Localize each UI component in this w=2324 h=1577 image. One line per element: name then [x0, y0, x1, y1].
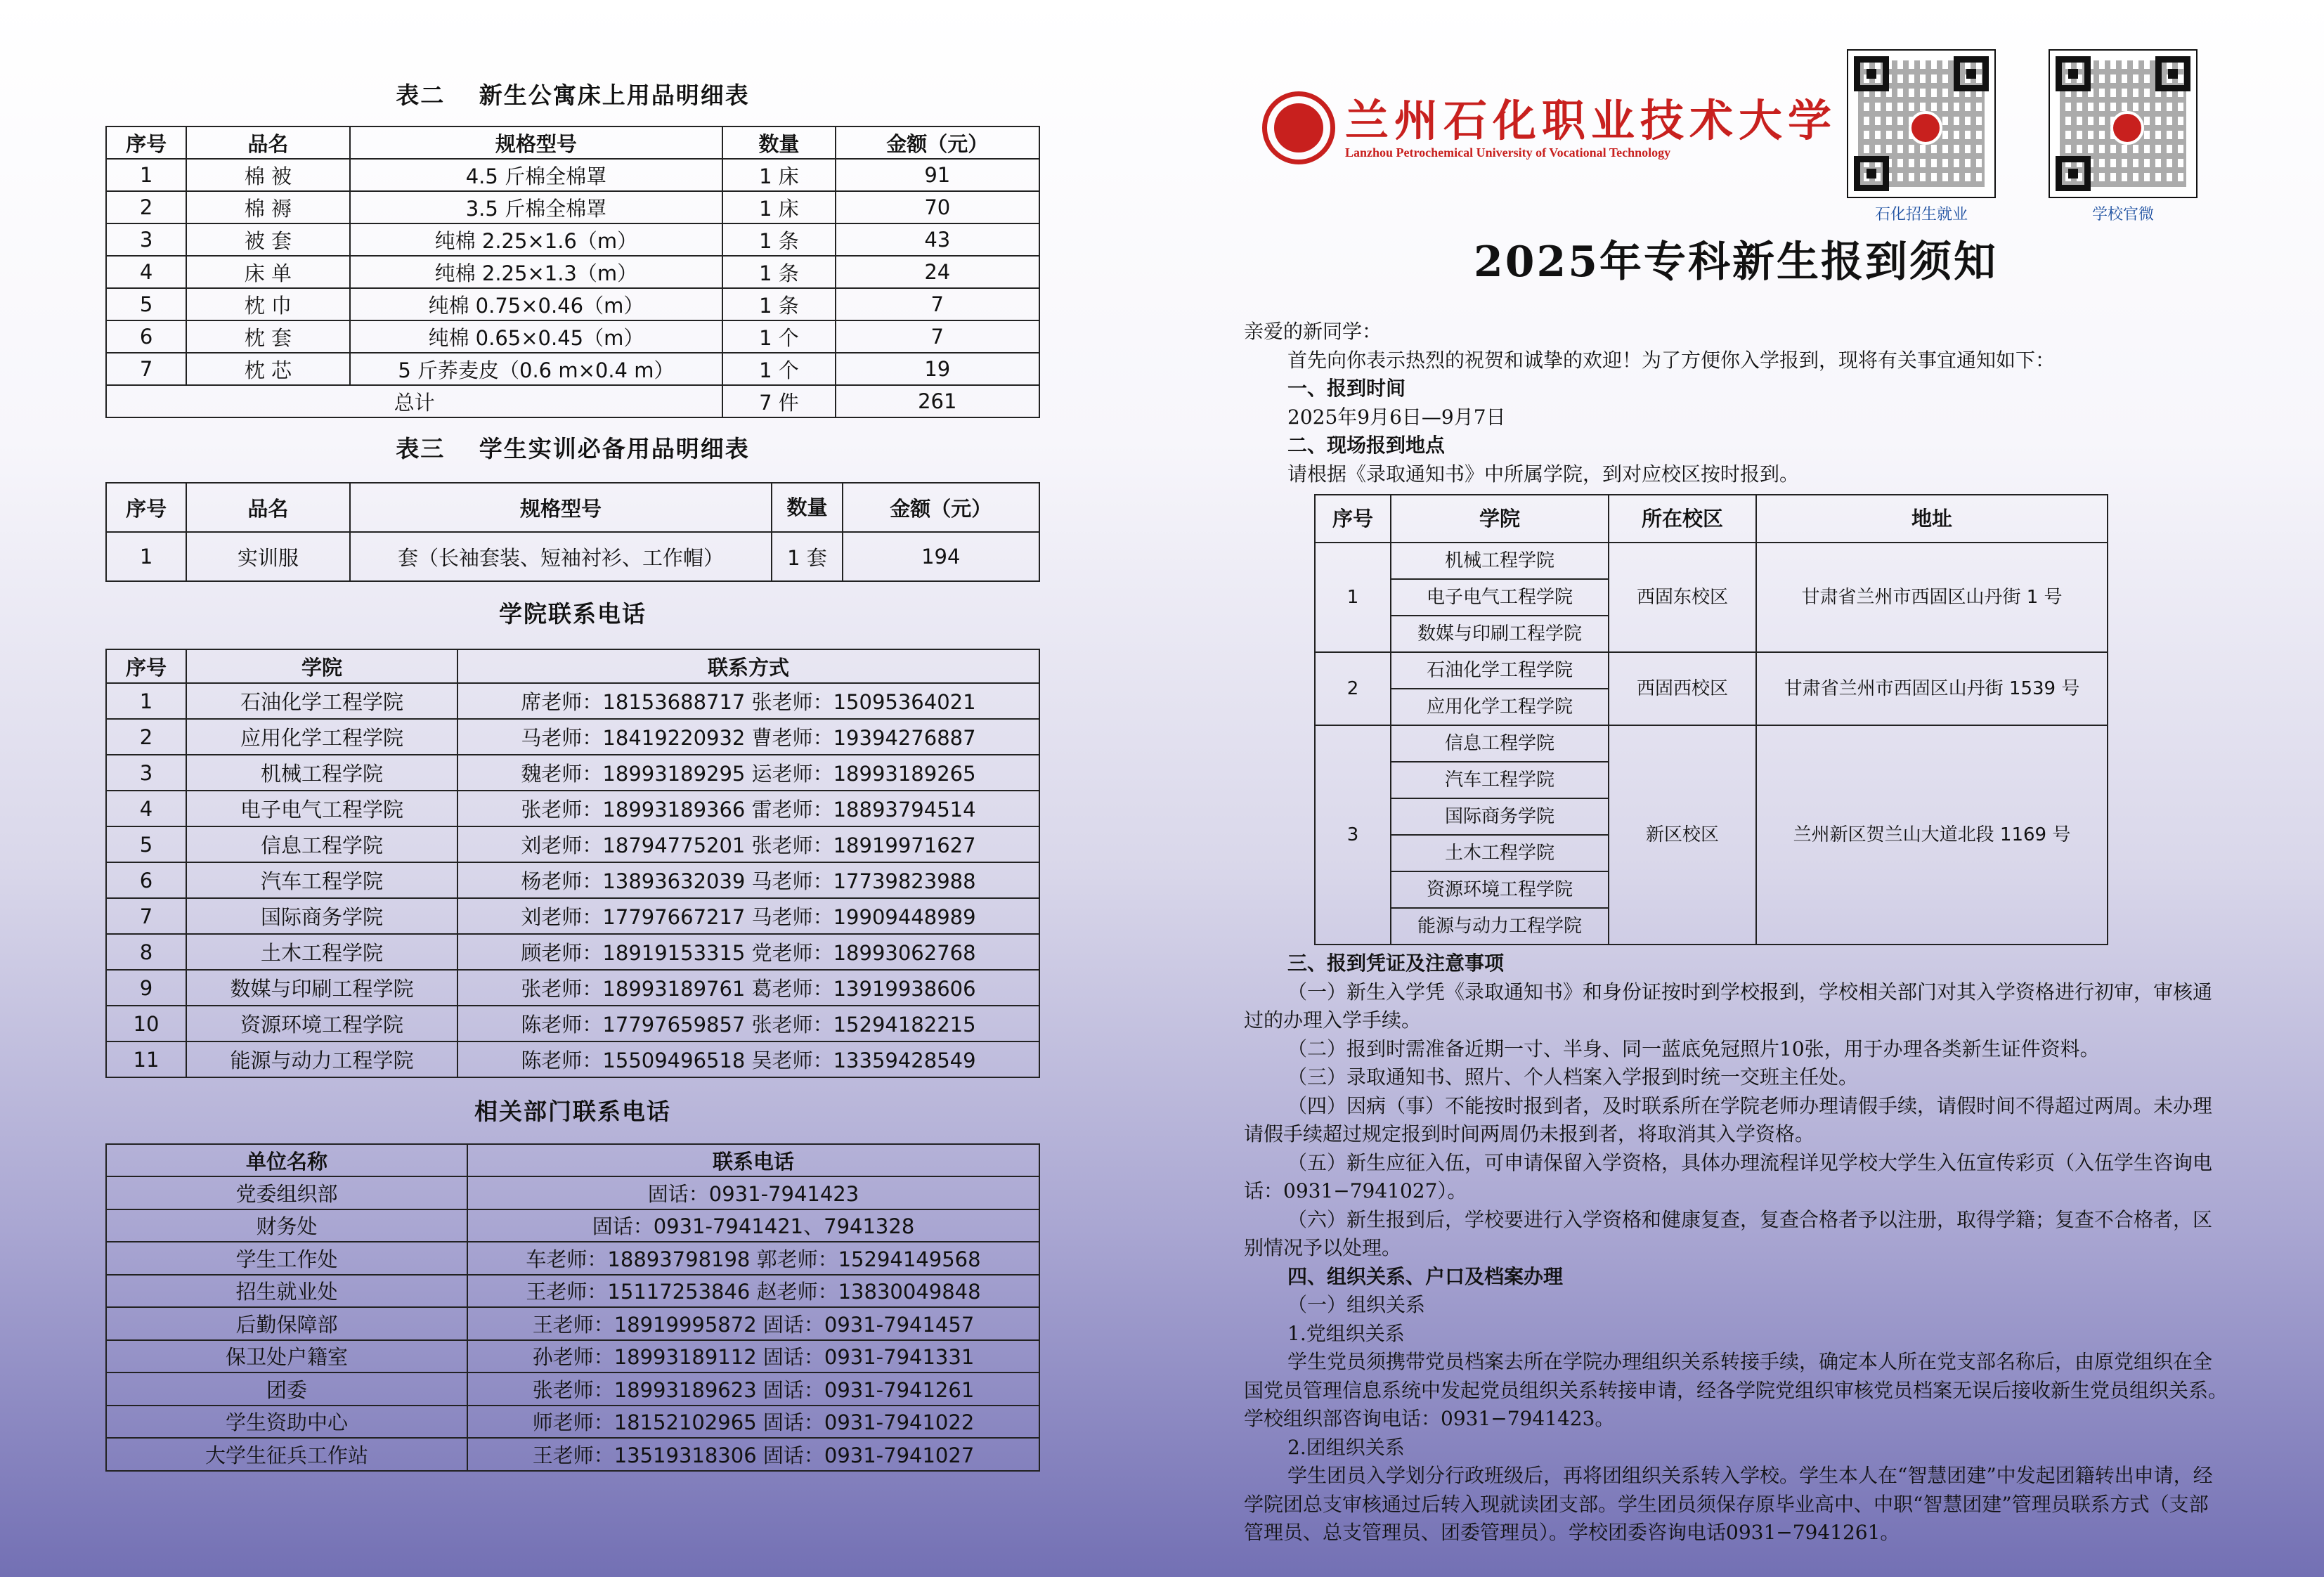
cell: 1 [1315, 543, 1391, 652]
cell: 7 [836, 288, 1039, 320]
cell: 招生就业处 [106, 1275, 467, 1308]
cell: 4 [106, 791, 186, 826]
cell: 7 [106, 353, 186, 385]
cell: 1 条 [722, 288, 835, 320]
cell: 43 [836, 223, 1039, 256]
college-cell: 汽车工程学院 [1391, 762, 1609, 798]
cell: 3 [106, 223, 186, 256]
total-qty: 7 件 [722, 385, 835, 417]
college-cell: 信息工程学院 [1391, 725, 1609, 762]
th-no: 序号 [106, 483, 186, 532]
cell: 70 [836, 191, 1039, 223]
cell: 顾老师：18919153315 党老师：18993062768 [457, 934, 1039, 970]
th-no: 序号 [106, 649, 186, 683]
table-header-cell: 品名 [186, 126, 349, 159]
table-row [106, 256, 1039, 288]
cell: 财务处 [106, 1209, 467, 1242]
cell: 席老师：18153688717 张老师：15095364021 [457, 683, 1039, 719]
table-row [106, 1372, 1039, 1406]
cell: 能源与动力工程学院 [186, 1041, 457, 1077]
college-cell: 应用化学工程学院 [1391, 689, 1609, 725]
table-row [106, 223, 1039, 256]
cell: 2 [106, 191, 186, 223]
table-row [106, 1340, 1039, 1373]
th-address: 地址 [1756, 495, 2108, 543]
cell: 7 [836, 320, 1039, 353]
th-dept: 单位名称 [106, 1144, 467, 1176]
cell: 团委 [106, 1372, 467, 1406]
section-heading: 四、组织关系、户口及档案办理 [1287, 1264, 1564, 1288]
address-cell: 兰州新区贺兰山大道北段 1169 号 [1756, 725, 2108, 945]
cell: 王老师：18919995872 固话：0931-7941457 [467, 1307, 1039, 1340]
cell: 5 [106, 288, 186, 320]
paragraph: 学生团员入学划分行政班级后，再将团组织关系转入学校。学生本人在“智慧团建”中发起团籍转出申请，经学院团总支审核通过后转入现就读团支部。学生团员须保存原毕业高中、中职“智慧团建”管理员联系方式（支部管理员、总支管理员、团委管理员）。学校团委咨询电话0931−7941261。 [1244, 1464, 2213, 1544]
cell: 1 [106, 683, 186, 719]
cell: 11 [106, 1041, 186, 1077]
report-date: 2025年9月6日—9月7日 [1287, 405, 1506, 429]
dept-contacts-table [105, 1143, 1040, 1472]
intro: 首先向你表示热烈的祝贺和诚挚的欢迎！为了方便你入学报到，现将有关事宜通知如下： [1287, 348, 2056, 372]
college-cell: 石油化学工程学院 [1391, 652, 1609, 689]
table-row [1315, 725, 2108, 762]
cell: 张老师：18993189761 葛老师：13919938606 [457, 970, 1039, 1006]
cell: 孙老师：18993189112 固话：0931-7941331 [467, 1340, 1039, 1373]
cell: 棉 褥 [186, 191, 349, 223]
cell: 实训服 [186, 532, 349, 581]
table-row [106, 1006, 1039, 1041]
cell: 土木工程学院 [186, 934, 457, 970]
bedding-table-body [106, 159, 1039, 417]
total-label: 总计 [106, 385, 722, 417]
qr-wechat [2049, 49, 2198, 224]
table-header-cell: 数量 [722, 126, 835, 159]
cell: 刘老师：17797667217 马老师：19909448989 [457, 898, 1039, 934]
cell: 枕 套 [186, 320, 349, 353]
qr2-caption: 学校官微 [2091, 206, 2154, 223]
cell: 数媒与印刷工程学院 [186, 970, 457, 1006]
cell: 5 斤荞麦皮（0.6 m×0.4 m） [350, 353, 723, 385]
table-row [106, 191, 1039, 223]
cell: 大学生征兵工作站 [106, 1438, 467, 1471]
table-row [1315, 652, 2108, 689]
paragraph: （一）新生入学凭《录取通知书》和身份证按时到学校报到，学校相关部门对其入学资格进行初审，审核通过的办理入学手续。 [1244, 980, 2213, 1032]
table-header-row [106, 1144, 1039, 1176]
cell: 3.5 斤棉全棉罩 [350, 191, 723, 223]
cell: 机械工程学院 [186, 755, 457, 791]
dept-contacts-title: 相关部门联系电话 [474, 1098, 671, 1125]
cell: 车老师：18893798198 郭老师：15294149568 [467, 1242, 1039, 1275]
cell: 1 个 [722, 320, 835, 353]
th-no: 序号 [1315, 495, 1391, 543]
cell: 6 [106, 862, 186, 898]
cell: 91 [836, 159, 1039, 191]
sub-heading: 2.团组织关系 [1287, 1435, 1405, 1459]
th-spec: 规格型号 [350, 483, 772, 532]
qr1-caption: 石化招生就业 [1874, 206, 1968, 223]
cell: 1 床 [722, 159, 835, 191]
cell: 3 [1315, 725, 1391, 945]
paragraph: （五）新生应征入伍，可申请保留入学资格，具体办理流程详见学校大学生入伍宣传彩页（入伍学生咨询电话：0931−7941027）。 [1244, 1150, 2213, 1202]
college-cell: 能源与动力工程学院 [1391, 908, 1609, 945]
cell: 电子电气工程学院 [186, 791, 457, 826]
table-row [106, 288, 1039, 320]
table-row [106, 719, 1039, 755]
cell: 石油化学工程学院 [186, 683, 457, 719]
cell: 3 [106, 755, 186, 791]
th-amount: 金额（元） [843, 483, 1039, 532]
table-row [106, 898, 1039, 934]
university-name-cn: 兰州石化职业技术大学 [1345, 94, 1838, 146]
cell: 党委组织部 [106, 1176, 467, 1209]
table-row [106, 1275, 1039, 1308]
cell: 枕 芯 [186, 353, 349, 385]
cell: 9 [106, 970, 186, 1006]
cell: 1 [106, 532, 186, 581]
cell: 4 [106, 256, 186, 288]
th-qty: 数量 [772, 483, 842, 532]
qr-recruitment [1847, 49, 1996, 224]
greeting: 亲爱的新同学： [1244, 320, 1382, 343]
cell: 19 [836, 353, 1039, 385]
cell: 1 床 [722, 191, 835, 223]
paragraph: （二）报到时需准备近期一寸、半身、同一蓝底免冠照片10张，用于办理各类新生证件资料。 [1287, 1037, 2100, 1060]
th-campus: 所在校区 [1609, 495, 1756, 543]
table-row [106, 353, 1039, 385]
table-row [106, 683, 1039, 719]
cell: 王老师：13519318306 固话：0931-7941027 [467, 1438, 1039, 1471]
cell: 被 套 [186, 223, 349, 256]
left-column [105, 77, 1040, 1472]
address-cell: 甘肃省兰州市西固区山丹街 1 号 [1756, 543, 2108, 652]
cell: 套（长袖套装、短袖衬衫、工作帽） [350, 532, 772, 581]
cell: 6 [106, 320, 186, 353]
paragraph: （三）录取通知书、照片、个人档案入学报到时统一交班主任处。 [1287, 1065, 1859, 1089]
cell: 刘老师：18794775201 张老师：18919971627 [457, 826, 1039, 862]
cell: 2 [1315, 652, 1391, 725]
cell: 1 条 [722, 256, 835, 288]
cell: 纯棉 2.25×1.3（m） [350, 256, 723, 288]
campus-table [1314, 494, 2108, 945]
cell: 杨老师：13893632039 马老师：17739823988 [457, 862, 1039, 898]
cell: 学生资助中心 [106, 1406, 467, 1439]
cell: 2 [106, 719, 186, 755]
campus-cell: 西固西校区 [1609, 652, 1756, 725]
college-cell: 土木工程学院 [1391, 835, 1609, 871]
cell: 后勤保障部 [106, 1307, 467, 1340]
table-row [106, 1041, 1039, 1077]
cell: 棉 被 [186, 159, 349, 191]
total-row [106, 385, 1039, 417]
table-row [106, 1307, 1039, 1340]
paragraph: 学生党员须携带党员档案去所在学院办理组织关系转接手续，确定本人所在党支部名称后，由原党组织在全国党员管理信息系统中发起党员组织关系转接申请，经各学院党组织审核党员档案无误后接收新生党员组织关系。学校组织部咨询电话：0931−7941423。 [1244, 1350, 2228, 1430]
campus-cell: 新区校区 [1609, 725, 1756, 945]
page-title: 2025年专科新生报到须知 [1474, 238, 1998, 287]
campus-table-body [1315, 543, 2108, 945]
cell: 国际商务学院 [186, 898, 457, 934]
sub-heading: （一）组织关系 [1287, 1293, 1426, 1316]
table-header-cell: 规格型号 [350, 126, 723, 159]
cell: 汽车工程学院 [186, 862, 457, 898]
cell: 马老师：18419220932 曹老师：19394276887 [457, 719, 1039, 755]
section-heading: 二、现场报到地点 [1287, 434, 1446, 457]
cell: 1 条 [722, 223, 835, 256]
college-cell: 数媒与印刷工程学院 [1391, 616, 1609, 652]
table-row [106, 826, 1039, 862]
table-row [106, 1438, 1039, 1471]
sub-heading: 1.党组织关系 [1287, 1321, 1405, 1345]
cell: 4.5 斤棉全棉罩 [350, 159, 723, 191]
university-header [1262, 91, 1837, 164]
college-contacts-body [106, 683, 1039, 1077]
table-row [106, 159, 1039, 191]
notice-body [1244, 318, 2228, 1547]
qr-code-icon [1847, 49, 1996, 198]
cell: 陈老师：17797659857 张老师：15294182215 [457, 1006, 1039, 1041]
cell: 1 套 [772, 532, 842, 581]
table-row [1315, 543, 2108, 579]
cell: 7 [106, 898, 186, 934]
dept-contacts-body [106, 1176, 1039, 1471]
university-name-en: Lanzhou Petrochemical University of Vocational Technology [1345, 145, 1671, 160]
cell: 保卫处户籍室 [106, 1340, 467, 1373]
cell: 师老师：18152102965 固话：0931-7941022 [467, 1406, 1039, 1439]
th-college: 学院 [1391, 495, 1609, 543]
cell: 张老师：18993189623 固话：0931-7941261 [467, 1372, 1039, 1406]
th-phone: 联系电话 [467, 1144, 1039, 1176]
th-college: 学院 [186, 649, 457, 683]
th-item: 品名 [186, 483, 349, 532]
cell: 8 [106, 934, 186, 970]
cell: 陈老师：15509496518 吴老师：13359428549 [457, 1041, 1039, 1077]
paragraph: （四）因病（事）不能按时报到者，及时联系所在学院老师办理请假手续，请假时间不得超过两周。未办理请假手续超过规定报到时间两周仍未报到者，将取消其入学资格。 [1244, 1093, 2213, 1146]
table-header-cell: 金额（元） [836, 126, 1039, 159]
paragraph: （六）新生报到后，学校要进行入学资格和健康复查，复查合格者予以注册，取得学籍；复查不合格者，区别情况予以处理。 [1244, 1207, 2213, 1259]
table3-title: 表三 学生实训必备用品明细表 [396, 435, 750, 462]
location-text: 请根据《录取通知书》中所属学院，到对应校区按时报到。 [1287, 462, 1800, 486]
section-heading: 三、报到凭证及注意事项 [1287, 952, 1505, 975]
table-row [106, 934, 1039, 970]
table2-title: 表二 新生公寓床上用品明细表 [396, 82, 750, 109]
table-row [106, 970, 1039, 1006]
cell: 24 [836, 256, 1039, 288]
cell: 1 [106, 159, 186, 191]
college-cell: 机械工程学院 [1391, 543, 1609, 579]
cell: 固话：0931-7941421、7941328 [467, 1209, 1039, 1242]
cell: 资源环境工程学院 [186, 1006, 457, 1041]
training-table [105, 482, 1040, 582]
college-contacts-table [105, 649, 1040, 1078]
cell: 纯棉 0.75×0.46（m） [350, 288, 723, 320]
cell: 张老师：18993189366 雷老师：18893794514 [457, 791, 1039, 826]
cell: 1 个 [722, 353, 835, 385]
campus-cell: 西固东校区 [1609, 543, 1756, 652]
th-contact: 联系方式 [457, 649, 1039, 683]
college-contacts-title: 学院联系电话 [499, 600, 647, 628]
cell: 5 [106, 826, 186, 862]
table-row [106, 791, 1039, 826]
university-logo [1262, 91, 1335, 164]
address-cell: 甘肃省兰州市西固区山丹街 1539 号 [1756, 652, 2108, 725]
bedding-table [105, 126, 1040, 418]
table-header-row [1315, 495, 2108, 543]
cell: 床 单 [186, 256, 349, 288]
table-row [106, 862, 1039, 898]
table-row [106, 532, 1039, 581]
total-amount: 261 [836, 385, 1039, 417]
table-row [106, 1209, 1039, 1242]
section-heading: 一、报到时间 [1287, 377, 1406, 400]
cell: 枕 巾 [186, 288, 349, 320]
table-header-row [106, 483, 1039, 532]
cell: 应用化学工程学院 [186, 719, 457, 755]
table-header-cell: 序号 [106, 126, 186, 159]
cell: 魏老师：18993189295 运老师：18993189265 [457, 755, 1039, 791]
table-header-row [106, 126, 1039, 159]
cell: 纯棉 2.25×1.6（m） [350, 223, 723, 256]
college-cell: 电子电气工程学院 [1391, 579, 1609, 616]
cell: 纯棉 0.65×0.45（m） [350, 320, 723, 353]
college-cell: 资源环境工程学院 [1391, 871, 1609, 908]
table-row [106, 320, 1039, 353]
college-cell: 国际商务学院 [1391, 798, 1609, 835]
table-row [106, 1242, 1039, 1275]
cell: 信息工程学院 [186, 826, 457, 862]
table-header-row [106, 649, 1039, 683]
cell: 王老师：15117253846 赵老师：13830049848 [467, 1275, 1039, 1308]
qr-code-icon [2049, 49, 2198, 198]
cell: 10 [106, 1006, 186, 1041]
cell: 固话：0931-7941423 [467, 1176, 1039, 1209]
cell: 194 [843, 532, 1039, 581]
table-row [106, 1406, 1039, 1439]
table-row [106, 755, 1039, 791]
table-row [106, 1176, 1039, 1209]
cell: 学生工作处 [106, 1242, 467, 1275]
